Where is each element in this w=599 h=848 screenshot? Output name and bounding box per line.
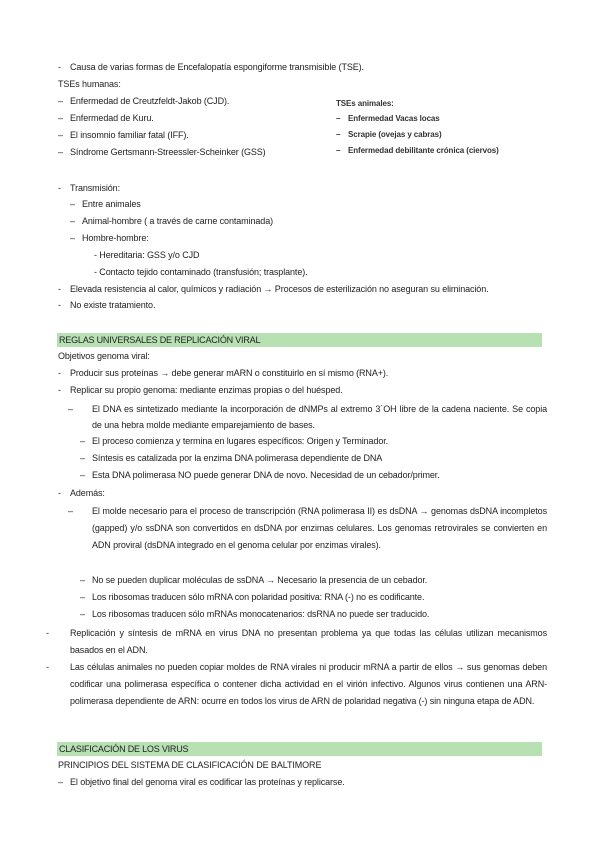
transmission-item-text: Animal-hombre ( a través de carne contaminada)	[82, 216, 273, 226]
classification-objective-text: El objetivo final del genoma viral es codificar las proteínas y replicarse.	[70, 777, 345, 787]
tse-intro-text: Causa de varias formas de Encefalopatía espongiforme transmisible (TSE).	[70, 62, 364, 72]
replicate-genome-text: Replicar su propio genoma: mediante enzimas propias o del huésped.	[70, 385, 343, 395]
ademas-item: – No se pueden duplicar moléculas de ssDNA → Necesario la presencia de un cebador.	[80, 575, 428, 585]
animal-tse-item: – Enfermedad Vacas locas	[336, 114, 440, 123]
replicate-item: – Esta DNA polimerasa NO puede generar DNA de novo. Necesidad de un cebador/primer.	[80, 470, 440, 480]
transmission-heading: - Transmisión:	[58, 183, 120, 193]
replicate-item: – Síntesis es catalizada por la enzima DNA polimerasa dependiente de DNA	[80, 453, 383, 463]
dna-viruses-note-text: Replicación y síntesis de mRNA en virus DNA no presentan problema ya que todas las células utilizan mecanismos basados en el ADN.	[70, 628, 547, 655]
animal-tse-heading: TSEs animales:	[336, 99, 394, 108]
replicate-genome: - Replicar su propio genoma: mediante enzimas propias o del huésped.	[58, 385, 343, 395]
ademas-item-text: No se pueden duplicar moléculas de ssDNA → Necesario la presencia de un cebador.	[92, 575, 428, 585]
human-tse-item: – Enfermedad de Kuru.	[58, 113, 154, 123]
human-tse-item: – El insomnio familiar fatal (IFF).	[58, 130, 189, 140]
human-tse-item: – Síndrome Gertsmann-Streessler-Scheinker (GSS)	[58, 147, 266, 157]
ademas-item: – Los ribosomas traducen sólo mRNAs monocatenarios: dsRNA no puede ser traducido.	[80, 609, 430, 619]
baltimore-subtitle: PRINCIPIOS DEL SISTEMA DE CLASIFICACIÓN DE BALTIMORE	[58, 760, 322, 770]
classification-section-title: CLASIFICACIÓN DE LOS VIRUS	[59, 744, 189, 754]
replicate-item-text: El proceso comienza y termina en lugares específicos: Origen y Terminador.	[92, 436, 389, 446]
no-treatment-note-text: No existe tratamiento.	[70, 300, 156, 310]
resistance-note: - Elevada resistencia al calor, químicos y radiación → Procesos de esterilización no aseguran su eliminación.	[58, 284, 489, 294]
ademas-heading-text: Además:	[70, 488, 105, 498]
human-transmission-sub: - Contacto tejido contaminado (transfusión; trasplante).	[94, 267, 308, 277]
animal-tse-item: – Enfermedad debilitante crónica (ciervos)	[336, 146, 499, 155]
human-tse-heading: TSEs humanas:	[58, 79, 121, 89]
replication-section-title: REGLAS UNIVERSALES DE REPLICACIÓN VIRAL	[59, 335, 261, 345]
produce-proteins-text: Producir sus proteínas → debe generar mARN o constituirlo en sí mismo (RNA+).	[70, 368, 389, 378]
human-transmission-sub: - Hereditaria: GSS y/o CJD	[94, 250, 200, 260]
no-treatment-note: - No existe tratamiento.	[58, 300, 156, 310]
transmission-item-text: Entre animales	[82, 199, 141, 209]
replicate-item: – El DNA es sintetizado mediante la incorporación de dNMPs al extremo 3´OH libre de la cadena naciente. Se copia de una hebra molde mediante emparejamiento de bases.	[68, 404, 547, 430]
human-tse-item: – Enfermedad de Creutzfeldt-Jakob (CJD).	[58, 96, 230, 106]
transmission-item: – Animal-hombre ( a través de carne contaminada)	[70, 216, 273, 226]
human-tse-item-text: Enfermedad de Creutzfeldt-Jakob (CJD).	[70, 96, 230, 106]
human-tse-item-text: Enfermedad de Kuru.	[70, 113, 154, 123]
dna-viruses-note: - Replicación y síntesis de mRNA en virus DNA no presentan problema ya que todas las células utilizan mecanismos basados en el ADN.	[46, 628, 547, 655]
transmission-item: – Entre animales	[70, 199, 141, 209]
animal-tse-item-text: Enfermedad Vacas locas	[348, 114, 440, 123]
replicate-item-text: El DNA es sintetizado mediante la incorporación de dNMPs al extremo 3´OH libre de la cadena naciente. Se copia de una hebra molde mediante emparejamiento de bases.	[92, 404, 547, 430]
ademas-item: – Los ribosomas traducen sólo mRNA con polaridad positiva: RNA (-) no es codificante.	[80, 592, 425, 602]
produce-proteins: - Producir sus proteínas → debe generar mARN o constituirlo en sí mismo (RNA+).	[58, 368, 389, 378]
resistance-note-text: Elevada resistencia al calor, químicos y radiación → Procesos de esterilización no aseguran su eliminación.	[70, 284, 489, 294]
animal-cells-note-text: Las células animales no pueden copiar moldes de RNA virales ni producir mRNA a partir de ellos → sus genomas deben codificar una polimerasa específica o contener dicha actividad en el virión infectivo. Algunos virus contienen una ARN-polimerasa dependiente de ARN: ocurre en todos los virus de ARN de polaridad negativa (-) sin ninguna etapa de ADN.	[70, 662, 547, 706]
animal-tse-item-text: Enfermedad debilitante crónica (ciervos)	[348, 146, 499, 155]
transmission-item: – Hombre-hombre:	[70, 233, 149, 243]
animal-tse-item-text: Scrapie (ovejas y cabras)	[348, 130, 442, 139]
human-tse-item-text: El insomnio familiar fatal (IFF).	[70, 130, 189, 140]
ademas-item-text: El molde necesario para el proceso de transcripción (RNA polimerasa II) es dsDNA → genomas dsDNA incompletos (gapped) y/o ssDNA son convertidos en dsDNA por enzimas celulares. Los genomas retrovirales se convierten en ADN proviral (dsDNA integrado en el genoma celular por enzimas virales).	[92, 506, 547, 550]
classification-section-band	[57, 742, 542, 756]
transmission-heading-text: Transmisión:	[70, 183, 120, 193]
ademas-item-text: Los ribosomas traducen sólo mRNA con polaridad positiva: RNA (-) no es codificante.	[92, 592, 425, 602]
tse-intro: - Causa de varias formas de Encefalopatía espongiforme transmisible (TSE).	[58, 62, 364, 72]
replication-section-band	[57, 333, 542, 347]
ademas-item: – El molde necesario para el proceso de transcripción (RNA polimerasa II) es dsDNA → genomas dsDNA incompletos (gapped) y/o ssDNA son convertidos en dsDNA por enzimas celulares. Los genomas retrovirales se convierten en ADN proviral (dsDNA integrado en el genoma celular por enzimas virales).	[68, 506, 547, 550]
replicate-item: – El proceso comienza y termina en lugares específicos: Origen y Terminador.	[80, 436, 389, 446]
objectives-heading: Objetivos genoma viral:	[58, 351, 150, 361]
human-tse-item-text: Síndrome Gertsmann-Streessler-Scheinker (GSS)	[70, 147, 266, 157]
animal-tse-item: – Scrapie (ovejas y cabras)	[336, 130, 442, 139]
animal-cells-note: - Las células animales no pueden copiar moldes de RNA virales ni producir mRNA a partir de ellos → sus genomas deben codificar una polimerasa específica o contener dicha actividad en el virión infectivo. Algunos virus contienen una ARN-polimerasa dependiente de ARN: ocurre en todos los virus de ARN de polaridad negativa (-) sin ninguna etapa de ADN.	[46, 662, 547, 706]
replicate-item-text: Síntesis es catalizada por la enzima DNA polimerasa dependiente de DNA	[92, 453, 383, 463]
ademas-item-text: Los ribosomas traducen sólo mRNAs monocatenarios: dsRNA no puede ser traducido.	[92, 609, 430, 619]
classification-objective: – El objetivo final del genoma viral es codificar las proteínas y replicarse.	[58, 777, 345, 787]
replicate-item-text: Esta DNA polimerasa NO puede generar DNA de novo. Necesidad de un cebador/primer.	[92, 470, 440, 480]
ademas-heading: - Además:	[58, 488, 105, 498]
transmission-item-text: Hombre-hombre:	[82, 233, 149, 243]
